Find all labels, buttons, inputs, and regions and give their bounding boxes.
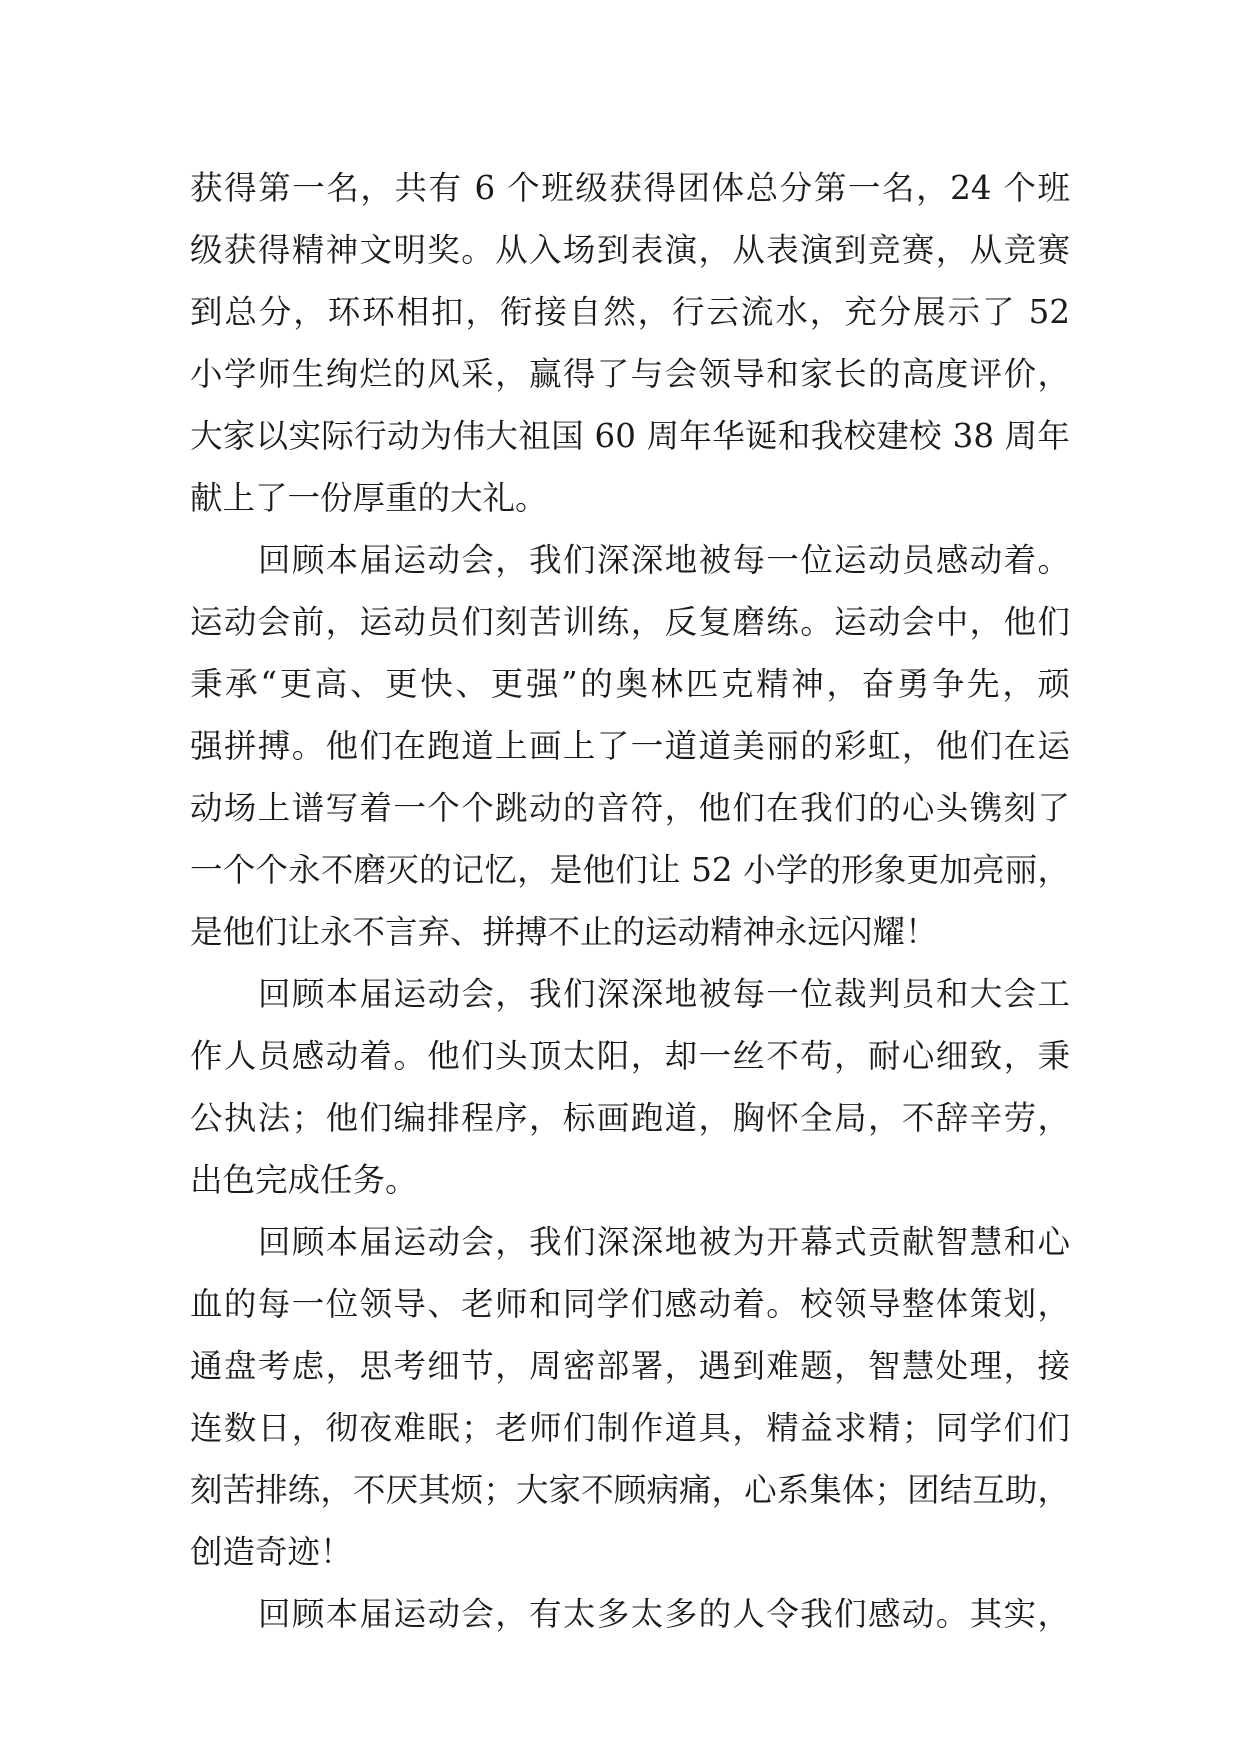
text-line: 级获得精神文明奖。从入场到表演，从表演到竞赛，从竞赛 [190,231,1070,269]
text-line: 强拼搏。他们在跑道上画上了一道道美丽的彩虹，他们在运 [190,727,1070,765]
text-line: 通盘考虑，思考细节，周密部署，遇到难题，智慧处理，接 [190,1347,1070,1385]
text-line: 血的每一位领导、老师和同学们感动着。校领导整体策划， [190,1285,1070,1323]
text-line: 获得第一名，共有 6 个班级获得团体总分第一名，24 个班 [190,169,1070,207]
text-line: 作人员感动着。他们头顶太阳，却一丝不苟，耐心细致，秉 [190,1037,1070,1075]
text-line: 创造奇迹！ [190,1533,353,1571]
text-line: 刻苦排练，不厌其烦；大家不顾病痛，心系集体；团结互助， [190,1471,1070,1509]
body-text [190,157,1070,1645]
text-line: 献上了一份厚重的大礼。 [190,479,548,517]
text-line: 连数日，彻夜难眠；老师们制作道具，精益求精；同学们们 [190,1409,1070,1447]
text-line: 动场上谱写着一个个跳动的音符，他们在我们的心头镌刻了 [190,789,1070,827]
text-line: 大家以实际行动为伟大祖国 60 周年华诞和我校建校 38 周年 [190,417,1070,455]
paragraph-first-line: 回顾本届运动会，我们深深地被每一位裁判员和大会工 [258,975,1070,1013]
paragraph-first-line: 回顾本届运动会，我们深深地被为开幕式贡献智慧和心 [258,1223,1070,1261]
text-line: 到总分，环环相扣，衔接自然，行云流水，充分展示了 52 [190,293,1070,331]
text-line: 秉承“更高、更快、更强”的奥林匹克精神，奋勇争先，顽 [190,665,1070,703]
text-line: 一个个永不磨灭的记忆，是他们让 52 小学的形象更加亮丽， [190,851,1070,889]
text-line: 公执法；他们编排程序，标画跑道，胸怀全局，不辞辛劳， [190,1099,1070,1137]
text-line: 小学师生绚烂的风采，赢得了与会领导和家长的高度评价， [190,355,1070,393]
paragraph-first-line: 回顾本届运动会，我们深深地被每一位运动员感动着。 [258,541,1070,579]
text-line: 运动会前，运动员们刻苦训练，反复磨练。运动会中，他们 [190,603,1070,641]
paragraph-first-line: 回顾本届运动会，有太多太多的人令我们感动。其实， [258,1595,1070,1633]
text-line: 出色完成任务。 [190,1161,418,1199]
text-line: 是他们让永不言弃、拼搏不止的运动精神永远闪耀！ [190,913,938,951]
